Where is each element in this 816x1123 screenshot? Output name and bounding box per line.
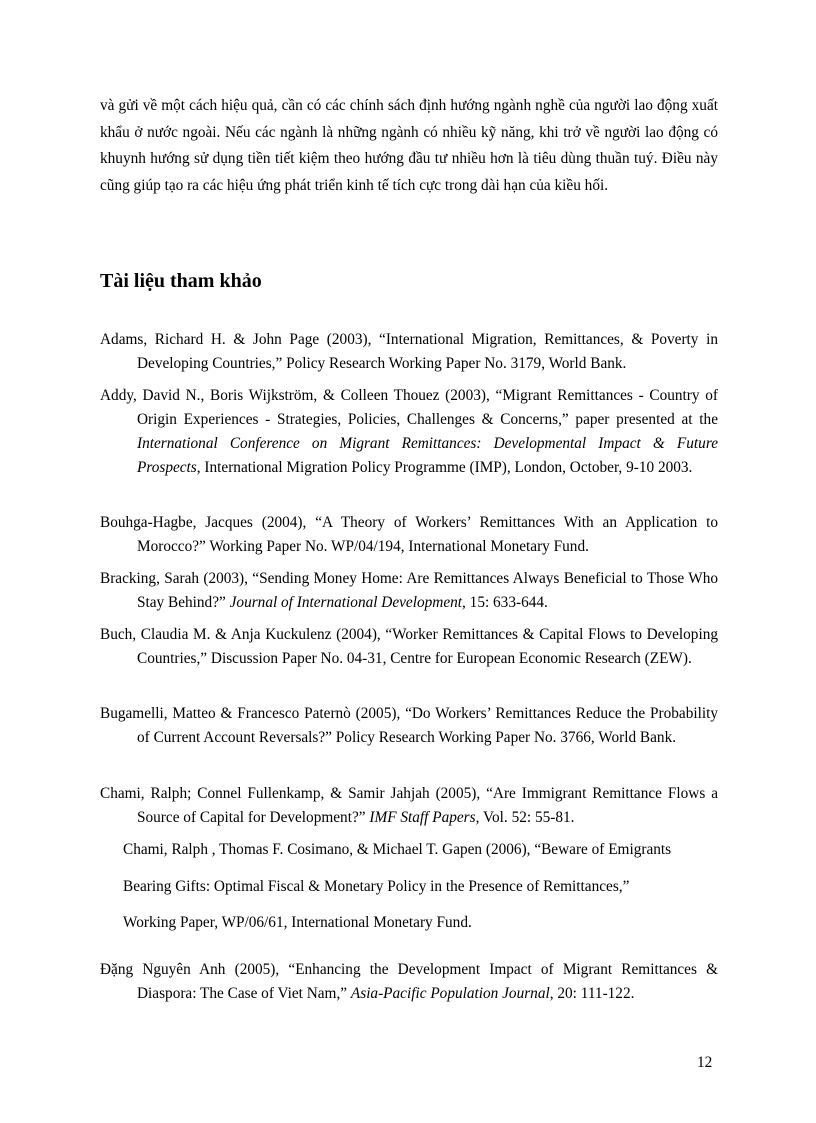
references-heading: Tài liệu tham khảo: [100, 270, 262, 292]
reference-chami-2006-line-3: Working Paper, WP/06/61, International Monetary Fund.: [123, 914, 472, 931]
reference-bouhga-hagbe-2004: Bouhga-Hagbe, Jacques (2004), “A Theory of Workers’ Remittances With an Application to Morocco?” Working Paper No. WP/04/194, International Monetary Fund.: [100, 514, 718, 555]
reference-dang-nguyen-anh-2005: Đặng Nguyên Anh (2005), “Enhancing the Development Impact of Migrant Remittances & Diaspora: The Case of Viet Nam,” Asia-Pacific Population Journal, 20: 111-122.: [100, 961, 718, 1002]
reference-bracking-2003: Bracking, Sarah (2003), “Sending Money Home: Are Remittances Always Beneficial to Those Who Stay Behind?” Journal of International Development, 15: 633-644.: [100, 570, 718, 611]
reference-addy-2003: Addy, David N., Boris Wijkström, & Colleen Thouez (2003), “Migrant Remittances - Country of Origin Experiences - Strategies, Policies, Challenges & Concerns,” paper presented at the International Conference on Migrant Remittances: Developmental Impact & Future Prospects, International Migration Policy Programme (IMP), London, October, 9-10 2003.: [100, 387, 718, 476]
reference-adams-2003: Adams, Richard H. & John Page (2003), “International Migration, Remittances, & Poverty in Developing Countries,” Policy Research Working Paper No. 3179, World Bank.: [100, 331, 718, 372]
reference-chami-2005: Chami, Ralph; Connel Fullenkamp, & Samir Jahjah (2005), “Are Immigrant Remittance Flows a Source of Capital for Development?” IMF Staff Papers, Vol. 52: 55-81.: [100, 785, 718, 826]
reference-buch-2004: Buch, Claudia M. & Anja Kuckulenz (2004), “Worker Remittances & Capital Flows to Developing Countries,” Discussion Paper No. 04-31, Centre for European Economic Research (ZEW).: [100, 626, 718, 667]
intro-paragraph: và gửi về một cách hiệu quả, cần có các chính sách định hướng ngành nghề của người lao động xuất khẩu ở nước ngoài. Nếu các ngành là những ngành có nhiều kỹ năng, khi trở về người lao động có khuynh hướng sử dụng tiền tiết kiệm theo hướng đầu tư nhiều hơn là tiêu dùng thuần tuý. Điều này cũng giúp tạo ra các hiệu ứng phát triển kinh tế tích cực trong dài hạn của kiều hối.: [100, 97, 718, 194]
reference-chami-2006-line-1: Chami, Ralph , Thomas F. Cosimano, & Michael T. Gapen (2006), “Beware of Emigrants: [123, 841, 672, 858]
page-number: 12: [697, 1054, 713, 1071]
reference-bugamelli-2005: Bugamelli, Matteo & Francesco Paternò (2005), “Do Workers’ Remittances Reduce the Probability of Current Account Reversals?” Policy Research Working Paper No. 3766, World Bank.: [100, 705, 718, 746]
reference-chami-2006-line-2: Bearing Gifts: Optimal Fiscal & Monetary Policy in the Presence of Remittances,”: [123, 878, 630, 895]
